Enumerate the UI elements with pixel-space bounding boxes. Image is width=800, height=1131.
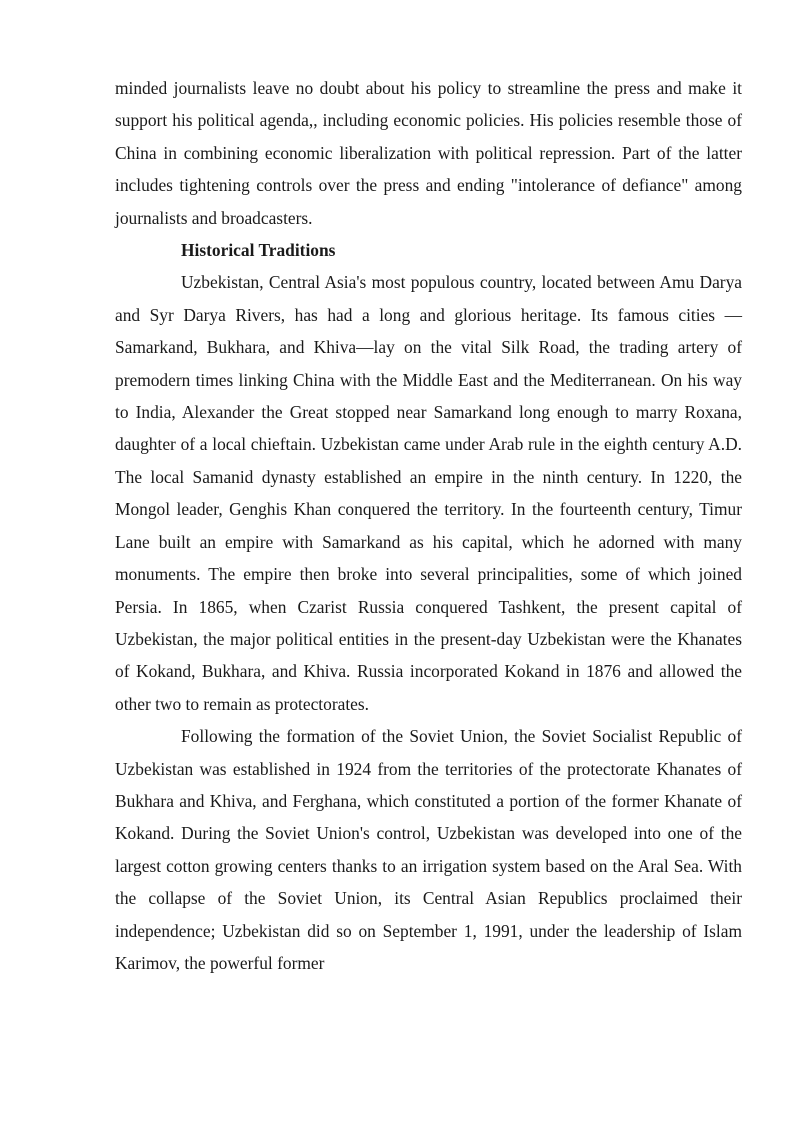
paragraph-historical-traditions: Uzbekistan, Central Asia's most populous country, located between Amu Darya and Syr Darya Rivers, has had a long and glorious heritage. Its famous cities —Samarkand, Bukhara, and Khiva—lay on the vital Silk Road, the trading artery of premodern times linking China with the Middle East and the Mediterranean. On his way to India, Alexander the Great stopped near Samarkand long enough to marry Roxana, daughter of a local chieftain. Uzbekistan came under Arab rule in the eighth century A.D. The local Samanid dynasty established an empire in the ninth century. In 1220, the Mongol leader, Genghis Khan conquered the territory. In the fourteenth century, Timur Lane built an empire with Samarkand as his capital, which he adorned with many monuments. The empire then broke into several principalities, some of which joined Persia. In 1865, when Czarist Russia conquered Tashkent, the present capital of Uzbekistan, the major political entities in the present-day Uzbekistan were the Khanates of Kokand, Bukhara, and Khiva. Russia incorporated Kokand in 1876 and allowed the other two to remain as protectorates. [115,272,742,714]
section-heading: Historical Traditions [181,240,336,261]
paragraph-soviet-union: Following the formation of the Soviet Union, the Soviet Socialist Republic of Uzbekistan was established in 1924 from the territories of the protectorate Khanates of Bukhara and Khiva, and Ferghana, which constituted a portion of the former Khanate of Kokand. During the Soviet Union's control, Uzbekistan was developed into one of the largest cotton growing centers thanks to an irrigation system based on the Aral Sea. With the collapse of the Soviet Union, its Central Asian Republics proclaimed their independence; Uzbekistan did so on September 1, 1991, under the leadership of Islam Karimov, the powerful former [115,726,742,973]
document-page [115,72,742,979]
paragraph-continuation: minded journalists leave no doubt about his policy to streamline the press and make it support his political agenda,, including economic policies. His policies resemble those of China in combining economic liberalization with political repression. Part of the latter includes tightening controls over the press and ending "intolerance of defiance" among journalists and broadcasters. [115,78,742,228]
